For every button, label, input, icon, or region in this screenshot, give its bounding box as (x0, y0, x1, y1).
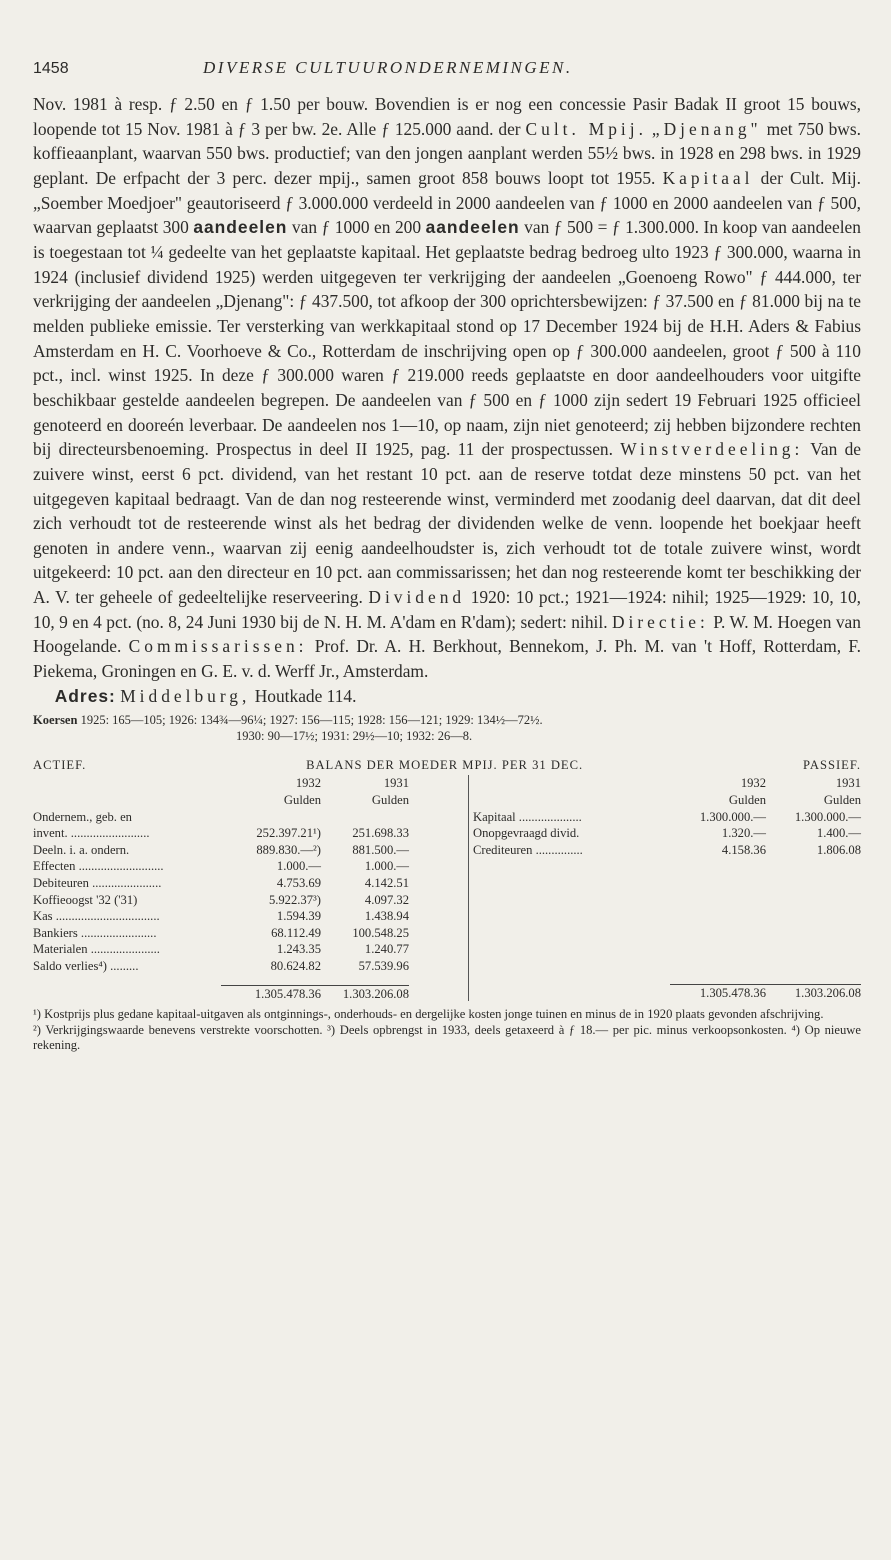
balance-row (33, 858, 468, 875)
footnote-2: ²) Verkrijgingswaarde benevens verstrekte voorschotten. ³) Deels opbrengst in 1933, deels getaxeerd à ƒ 18.— per pic. minus verkoopsonkosten. ⁴) Op nieuwe rekening. (33, 1022, 861, 1053)
row-value: 100.548.25 (352, 925, 409, 940)
balance-row (473, 842, 861, 859)
row-value: 1.300.000.— (699, 809, 766, 824)
main-text (33, 92, 861, 708)
koersen-line-2: 1930: 90—17½; 1931: 29½—10; 1932: 26—8. (236, 729, 473, 744)
row-label: Ondernem., geb. en (33, 809, 132, 824)
passief-label: PASSIEF. (803, 758, 861, 773)
row-label: Debiteuren ...................... (33, 875, 162, 890)
balance-sheet (33, 758, 861, 1001)
row-value: 1.320.— (721, 826, 766, 841)
row-value: 68.112.49 (271, 925, 321, 940)
row-value: 252.397.21¹) (256, 826, 321, 841)
row-value: 4.142.51 (364, 875, 409, 890)
balance-header (33, 758, 861, 773)
balance-row (33, 908, 468, 925)
balance-row (33, 809, 468, 826)
adres-label: Adres: (54, 685, 116, 706)
running-title: DIVERSE CULTUURONDERNEMINGEN. (203, 58, 573, 77)
total-right-1932: 1.305.478.36 (670, 984, 766, 1001)
row-label: invent. ......................... (33, 826, 150, 841)
row-label: Crediteuren ............... (473, 842, 583, 857)
djenang-spaced: „Djenang" (651, 118, 762, 139)
passief-column (468, 775, 861, 1001)
row-value: 881.500.— (352, 842, 409, 857)
koersen-label: Koersen (33, 713, 78, 728)
address-line (33, 684, 861, 709)
row-value: 4.158.36 (721, 842, 766, 857)
row-value: 1.240.77 (364, 942, 409, 957)
footnotes (33, 1007, 861, 1054)
total-right-1931: 1.303.206.08 (766, 984, 861, 1001)
row-value: 1.000.— (364, 859, 409, 874)
aandeelen-bold-2: aandeelen (425, 217, 520, 238)
total-left-1931: 1.303.206.08 (321, 985, 409, 1002)
row-value: 1.400.— (816, 826, 861, 841)
balance-row (33, 875, 468, 892)
row-value: 251.698.33 (352, 826, 409, 841)
row-value: 1.300.000.— (794, 809, 861, 824)
balance-row (33, 958, 468, 975)
directie-heading: Directie: (611, 611, 709, 632)
total-left-1932: 1.305.478.36 (221, 985, 321, 1002)
row-value (321, 809, 409, 826)
aandeelen-bold-1: aandeelen (193, 217, 288, 238)
row-label: Onopgevraagd divid. (473, 826, 580, 841)
row-value: 57.539.96 (358, 958, 409, 973)
row-label: Koffieoogst '32 ('31) (33, 892, 138, 907)
row-value: 5.922.37³) (268, 892, 321, 907)
koersen-line-1: 1925: 165—105; 1926: 134¾—96¼; 1927: 156—115; 1928: 156—121; 1929: 134½—72½. (80, 713, 543, 728)
cult-mpij-spaced: Cult. Mpij. (525, 118, 647, 139)
balance-row (33, 892, 468, 909)
balance-row (33, 842, 468, 859)
body-paragraph: Nov. 1981 à resp. ƒ 2.50 en ƒ 1.50 per bouw. Bovendien is er nog een concessie Pasir Badak II groot 15 bouws, loopende tot 15 Nov. 1981 à ƒ 3 per bw. 2e. Alle ƒ 125.000 aand. der Cult. Mpij. „Djenang" met 750 bws. koffieaanplant, waarvan 550 bws. productief; van den jongen aanplant werden 55½ bws. in 1928 en 298 bws. in 1929 geplant. De erfpacht der 3 perc. dezer mpij., samen groot 858 bouws loopt tot 1955. Kapitaal der Cult. Mij. „Soember Moedjoer" geautoriseerd ƒ 3.000.000 verdeeld in 2000 aandeelen van ƒ 1000 en 2000 aandeelen van ƒ 500, waarvan geplaatst 300 aandeelen van ƒ 1000 en 200 aandeelen van ƒ 500 = ƒ 1.300.000. In koop van aandeelen is toegestaan tot ¼ gedeelte van het geplaatste kapitaal. Het geplaatste bedrag bedroeg ulto 1923 ƒ 300.000, waarna in 1924 (inclusief dividend 1925) werden uitgegeven ter verkrijging der aandeelen „Goenoeng Rowo" ƒ 444.000, ter verkrijging der aandeelen „Djenang": ƒ 437.500, tot afkoop der 300 oprichtersbewijzen: ƒ 37.500 en ƒ 81.000 bij na te melden publieke emissie. Ter versterking van werkkapitaal stond op 17 December 1924 bij de H.H. Aders & Fabius Amsterdam en H. C. Voorhoeve & Co., Rotterdam de inschrijving open op ƒ 300.000 aandeelen, groot ƒ 500 à 110 pct., incl. winst 1925. In deze ƒ 300.000 waren ƒ 219.000 reeds geplaatste en door aandeelhouders voor uitgifte beschikbaar gestelde aandeelen begrepen. De aandeelen van ƒ 500 en ƒ 1000 zijn sedert 19 Februari 1925 officieel genoteerd en dooreén leverbaar. De aandeelen nos 1—10, op naam, zijn niet genoteerd; zij hebben bijzondere rechten bij directeursbenoeming. Prospectus in deel II 1925, pag. 11 der prospectussen. Winstverdeeling: Van de zuivere winst, eerst 6 pct. dividend, van het restant 10 pct. aan de reserve totdat deze minstens 50 pct. van het uitgegeven kapitaal bedraagt. Van de dan nog resteerende winst, verminderd met zoodanig deel daarvan, dat dit deel zich verhoudt tot de resteerende winst als het bedrag der dividenden welke de venn. loopende het boekjaar heeft genoten in andere venn., waarvan zij eenig aandeelhoudster is, zich verhoudt tot de totale zuivere winst, wordt uitgekeerd: 10 pct. aan den directeur en 10 pct. aan commissarissen; het dan nog resteerende komt ter beschikking der A. V. ter geheele of gedeeltelijke reserveering. Dividend 1920: 10 pct.; 1921—1924: nihil; 1925—1929: 10, 10, 10, 9 en 4 pct. (no. 8, 24 Juni 1930 bij de N. H. M. A'dam en R'dam); sedert: nihil. Directie: P. W. M. Hoegen van Hoogelande. Commissarissen: Prof. Dr. A. H. Berkhout, Bennekom, J. Ph. M. van 't Hoff, Rotterdam, F. Piekema, Groningen en G. E. v. d. Werff Jr., Amsterdam. (33, 94, 861, 682)
row-value: 4.753.69 (276, 875, 321, 890)
row-value (221, 809, 321, 826)
column-unit-row: Gulden Gulden (728, 793, 861, 807)
passief-total-row (473, 984, 861, 1001)
row-value: 889.830.—²) (256, 842, 321, 857)
column-year-row: 1932 1931 (740, 776, 861, 791)
adres-street: Houtkade 114. (254, 685, 357, 706)
row-value: 1.594.39 (276, 909, 321, 924)
row-value: 80.624.82 (270, 958, 321, 973)
actief-column (33, 775, 468, 1001)
row-value: 1.438.94 (364, 909, 409, 924)
row-label: Saldo verlies⁴) ......... (33, 958, 139, 973)
commissarissen-heading: Commissarissen: (128, 636, 308, 657)
row-label: Deeln. i. a. ondern. (33, 842, 130, 857)
row-label: Kapitaal .................... (473, 809, 582, 824)
balance-row (473, 809, 861, 826)
row-value: 1.806.08 (816, 842, 861, 857)
row-value: 1.000.— (276, 859, 321, 874)
koersen-block (33, 712, 861, 744)
column-year-row: 1932 1931 (295, 776, 409, 791)
page-number: 1458 (33, 60, 69, 77)
column-unit-row: Gulden Gulden (283, 793, 409, 807)
page-header (33, 58, 861, 92)
row-label: Materialen ...................... (33, 942, 160, 957)
winstverdeeling-heading: Winstverdeeling: (620, 439, 804, 460)
balance-title: BALANS DER MOEDER MPIJ. PER 31 DEC. (306, 758, 584, 773)
balance-row (33, 941, 468, 958)
dividend-heading: Dividend (368, 587, 466, 608)
adres-city: Middelburg, (120, 685, 251, 706)
footnote-1: ¹) Kostprijs plus gedane kapitaal-uitgaven als ontginnings-, onderhouds- en dergelijke kosten jonge tuinen en minus de in 1920 plaats gevonden afschrijving. (33, 1007, 824, 1022)
actief-label: ACTIEF. (33, 758, 87, 773)
balance-row (33, 825, 468, 842)
row-label: Bankiers ........................ (33, 925, 157, 940)
kapitaal-heading: Kapitaal (662, 167, 754, 188)
balance-row (473, 825, 861, 842)
balance-row (33, 925, 468, 942)
actief-total-row (33, 985, 468, 1002)
row-value: 4.097.32 (364, 892, 409, 907)
row-label: Effecten ........................... (33, 859, 164, 874)
row-value: 1.243.35 (276, 942, 321, 957)
row-label: Kas ................................. (33, 909, 160, 924)
